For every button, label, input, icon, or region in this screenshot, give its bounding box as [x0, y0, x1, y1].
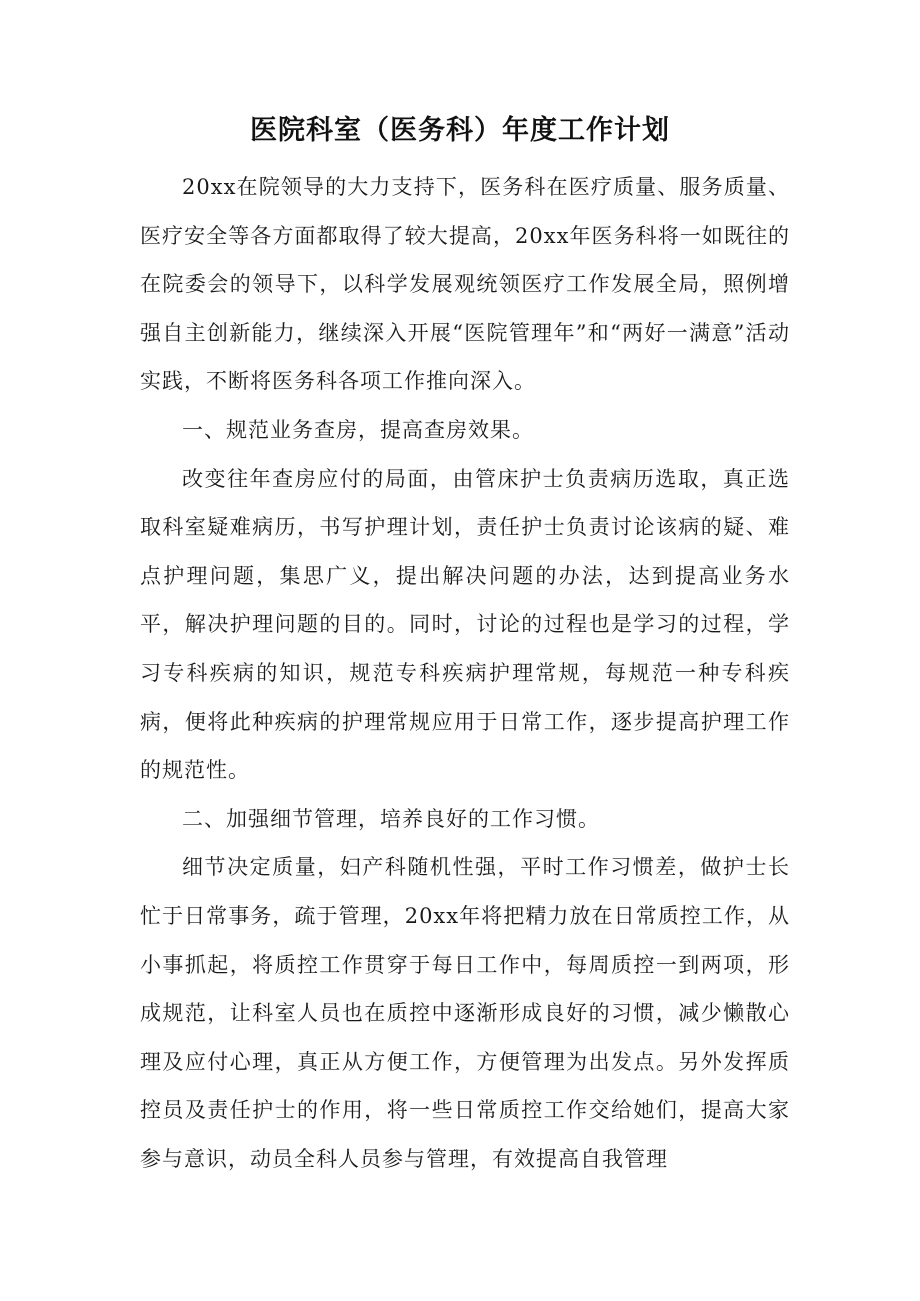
document-title: 医院科室（医务科）年度工作计划 — [250, 115, 670, 146]
section-1-paragraph: 改变往年查房应付的局面，由管床护士负责病历选取，真正选取科室疑难病历，书写护理计划，责任护士负责讨论该病的疑、难点护理问题，集思广义，提出解决问题的办法，达到提高业务水平，解决护理问题的目的。同时，讨论的过程也是学习的过程，学习专科疾病的知识，规范专科疾病护理常规，每规范一种专科疾病，便将此种疾病的护理常规应用于日常工作，逐步提高护理工作的规范性。 — [140, 466, 790, 783]
section-heading-2: 二、加强细节管理，培养良好的工作习惯。 — [182, 806, 600, 831]
section-heading-1: 一、规范业务查房，提高查房效果。 — [182, 417, 534, 442]
section-2-paragraph: 细节决定质量，妇产科随机性强，平时工作习惯差，做护士长忙于日常事务，疏于管理，20xx年将把精力放在日常质控工作，从小事抓起，将质控工作贯穿于每日工作中，每周质控一到两项，形成规范，让科室人员也在质控中逐渐形成良好的习惯，减少懒散心理及应付心理，真正从方便工作，方便管理为出发点。另外发挥质控员及责任护士的作用，将一些日常质控工作交给她们，提高大家参与意识，动员全科人员参与管理，有效提高自我管理 — [140, 855, 790, 1171]
document-body — [140, 163, 790, 1183]
intro-paragraph: 20xx在院领导的大力支持下，医务科在医疗质量、服务质量、医疗安全等各方面都取得了较大提高，20xx年医务科将一如既往的在院委会的领导下，以科学发展观统领医疗工作发展全局，照例增强自主创新能力，继续深入开展“医院管理年”和“两好一满意”活动实践，不断将医务科各项工作推向深入。 — [140, 175, 790, 394]
